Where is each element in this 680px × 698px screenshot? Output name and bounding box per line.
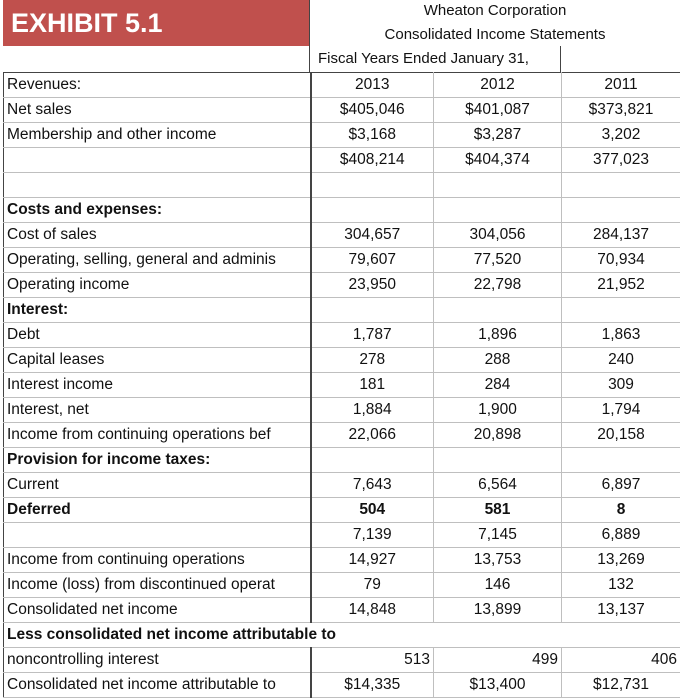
table-row (4, 273, 680, 298)
value-cell-2011: 406 (562, 648, 680, 673)
row-label: Consolidated net income attributable to (4, 673, 311, 698)
value-cell-2013: 7,139 (311, 523, 434, 548)
value-cell-2013: $3,168 (311, 123, 434, 148)
value-cell-2012 (434, 298, 562, 323)
table-row (4, 348, 680, 373)
row-label: Income from continuing operations (4, 548, 311, 573)
value-cell-2012 (434, 448, 562, 473)
value-cell-2013: 14,927 (311, 548, 434, 573)
table-row (4, 598, 680, 623)
value-cell-2012: 146 (434, 573, 562, 598)
table-row (4, 398, 680, 423)
value-cell-2013: 304,657 (311, 223, 434, 248)
value-cell-2013: 181 (311, 373, 434, 398)
table-row (4, 123, 680, 148)
row-label: Current (4, 473, 311, 498)
value-cell-2012: 13,899 (434, 598, 562, 623)
value-cell-2012: 6,564 (434, 473, 562, 498)
value-cell-2011: 8 (562, 498, 680, 523)
row-label: Interest income (4, 373, 311, 398)
value-cell-2011 (562, 198, 680, 223)
value-cell-2012: $401,087 (434, 98, 562, 123)
value-cell-2011: 13,269 (562, 548, 680, 573)
fiscal-years-label: Fiscal Years Ended January 31, (310, 50, 568, 67)
value-cell-2013: 2013 (311, 73, 434, 98)
value-cell-2012: $404,374 (434, 148, 562, 173)
table-row (4, 648, 680, 673)
value-cell-2013: 513 (311, 648, 434, 673)
table-row (4, 173, 680, 198)
row-label: Deferred (4, 498, 311, 523)
value-cell-2012: 77,520 (434, 248, 562, 273)
value-cell-2012: 304,056 (434, 223, 562, 248)
row-label: Income (loss) from discontinued operat (4, 573, 311, 598)
table-row (4, 298, 680, 323)
table-row (4, 473, 680, 498)
table-row (4, 623, 680, 648)
value-cell-2011: 132 (562, 573, 680, 598)
value-cell-2011: $12,731 (562, 673, 680, 698)
value-cell-2013: 14,848 (311, 598, 434, 623)
value-cell-2013: 79 (311, 573, 434, 598)
value-cell-2011: 21,952 (562, 273, 680, 298)
row-label: noncontrolling interest (4, 648, 311, 673)
row-label: Less consolidated net income attributable to (4, 623, 680, 648)
value-cell-2011: 6,889 (562, 523, 680, 548)
value-cell-2013: 504 (311, 498, 434, 523)
row-label (4, 173, 311, 198)
table-row (4, 423, 680, 448)
value-cell-2012: 7,145 (434, 523, 562, 548)
value-cell-2012: 2012 (434, 73, 562, 98)
header-divider (309, 0, 310, 72)
row-label: Membership and other income (4, 123, 311, 148)
row-label: Interest, net (4, 398, 311, 423)
table-row (4, 248, 680, 273)
value-cell-2011: 70,934 (562, 248, 680, 273)
statement-title: Consolidated Income Statements (310, 26, 680, 43)
value-cell-2011: 3,202 (562, 123, 680, 148)
value-cell-2011: 377,023 (562, 148, 680, 173)
value-cell-2011 (562, 298, 680, 323)
value-cell-2013: 278 (311, 348, 434, 373)
row-label: Cost of sales (4, 223, 311, 248)
table-row (4, 198, 680, 223)
row-label: Operating income (4, 273, 311, 298)
row-label: Income from continuing operations bef (4, 423, 311, 448)
value-cell-2012: 288 (434, 348, 562, 373)
row-label (4, 148, 311, 173)
value-cell-2011: 309 (562, 373, 680, 398)
value-cell-2011: 13,137 (562, 598, 680, 623)
value-cell-2013: 7,643 (311, 473, 434, 498)
value-cell-2012: 22,798 (434, 273, 562, 298)
income-statement-table (3, 72, 680, 698)
row-label: Costs and expenses: (4, 198, 311, 223)
value-cell-2011: 2011 (562, 73, 680, 98)
table-row (4, 573, 680, 598)
row-label: Debt (4, 323, 311, 348)
value-cell-2013: 1,884 (311, 398, 434, 423)
value-cell-2013: 79,607 (311, 248, 434, 273)
value-cell-2012 (434, 198, 562, 223)
value-cell-2012: 1,900 (434, 398, 562, 423)
value-cell-2011: 1,863 (562, 323, 680, 348)
value-cell-2013 (311, 173, 434, 198)
table-row (4, 98, 680, 123)
value-cell-2013: 22,066 (311, 423, 434, 448)
value-cell-2013 (311, 448, 434, 473)
table-row (4, 373, 680, 398)
value-cell-2012: 499 (434, 648, 562, 673)
row-label: Operating, selling, general and adminis (4, 248, 311, 273)
table-row (4, 148, 680, 173)
value-cell-2011: $373,821 (562, 98, 680, 123)
value-cell-2013 (311, 198, 434, 223)
exhibit-title: EXHIBIT 5.1 (3, 0, 309, 46)
value-cell-2012: 581 (434, 498, 562, 523)
table-row (4, 498, 680, 523)
table-row (4, 323, 680, 348)
value-cell-2011 (562, 173, 680, 198)
value-cell-2012: 20,898 (434, 423, 562, 448)
value-cell-2012: $13,400 (434, 673, 562, 698)
value-cell-2011: 240 (562, 348, 680, 373)
value-cell-2011: 6,897 (562, 473, 680, 498)
value-cell-2012 (434, 173, 562, 198)
table-row (4, 548, 680, 573)
company-name: Wheaton Corporation (310, 2, 680, 19)
table-row (4, 223, 680, 248)
row-label (4, 523, 311, 548)
table-row (4, 673, 680, 698)
value-cell-2013: $405,046 (311, 98, 434, 123)
row-label: Net sales (4, 98, 311, 123)
value-cell-2012: 13,753 (434, 548, 562, 573)
row-label: Consolidated net income (4, 598, 311, 623)
table-row (4, 523, 680, 548)
value-cell-2011: 284,137 (562, 223, 680, 248)
value-cell-2011: 20,158 (562, 423, 680, 448)
value-cell-2012: 284 (434, 373, 562, 398)
value-cell-2013: 1,787 (311, 323, 434, 348)
value-cell-2013: $14,335 (311, 673, 434, 698)
header-divider (560, 46, 561, 72)
table-row (4, 448, 680, 473)
table-row (4, 73, 680, 98)
value-cell-2013: 23,950 (311, 273, 434, 298)
row-label: Revenues: (4, 73, 311, 98)
row-label: Interest: (4, 298, 311, 323)
row-label: Capital leases (4, 348, 311, 373)
value-cell-2011: 1,794 (562, 398, 680, 423)
value-cell-2012: $3,287 (434, 123, 562, 148)
value-cell-2012: 1,896 (434, 323, 562, 348)
value-cell-2011 (562, 448, 680, 473)
value-cell-2013 (311, 298, 434, 323)
value-cell-2013: $408,214 (311, 148, 434, 173)
row-label: Provision for income taxes: (4, 448, 311, 473)
